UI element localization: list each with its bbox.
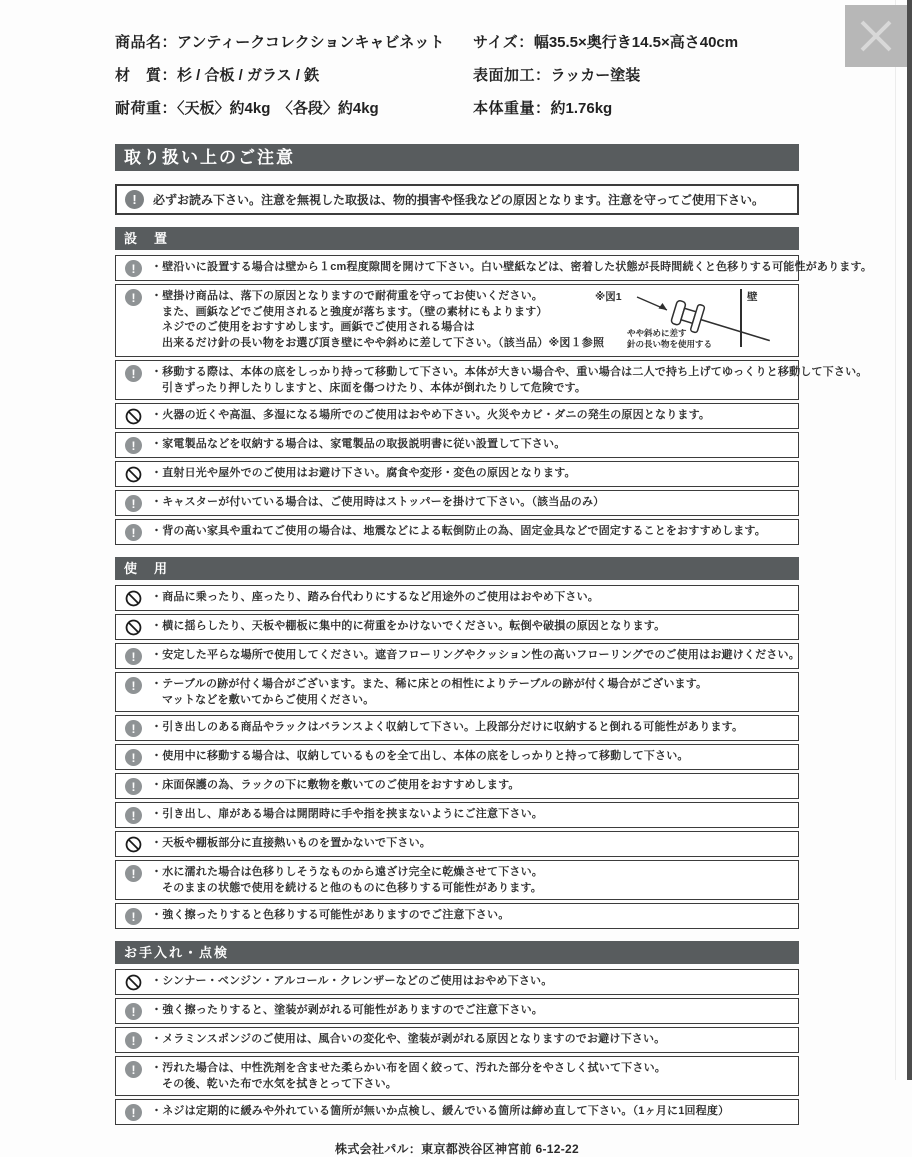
caution-row bbox=[115, 998, 799, 1024]
caution-row bbox=[115, 1099, 799, 1125]
caution-icon: ! bbox=[125, 365, 142, 382]
caution-icon: ! bbox=[125, 648, 142, 665]
load-capacity-label: 耐荷重： bbox=[115, 100, 178, 117]
close-icon bbox=[856, 16, 896, 56]
caution-icon: ! bbox=[125, 1032, 142, 1049]
caution-icon: ! bbox=[125, 865, 142, 882]
caution-row bbox=[115, 360, 868, 400]
caution-text bbox=[151, 524, 766, 540]
caution-text bbox=[151, 836, 431, 852]
caution-line: ・床面保護の為、ラックの下に敷物を敷いてのご使用をおすすめします。 bbox=[151, 779, 520, 791]
figure-1-pushpin-diagram bbox=[589, 287, 794, 354]
prohibition-icon bbox=[125, 408, 142, 425]
load-capacity-row bbox=[115, 92, 473, 125]
caution-icon: ! bbox=[125, 495, 142, 512]
caution-text bbox=[151, 1003, 543, 1019]
caution-row bbox=[115, 860, 799, 900]
caution-icon: ! bbox=[125, 749, 142, 766]
caution-line: そのままの状態で使用を続けると他のものに色移りする可能性があります。 bbox=[162, 881, 542, 894]
figure-label: ※図1 bbox=[595, 291, 622, 303]
caution-line: ・ネジは定期的に緩みや外れている箇所が無いか点検し、緩んでいる箇所は締め直して下さい。（1ヶ月に1回程度） bbox=[151, 1105, 730, 1117]
caution-icon: ! bbox=[125, 437, 142, 454]
caution-row bbox=[115, 802, 799, 828]
caution-line: ・シンナー・ベンジン・アルコール・クレンザーなどのご使用はおやめ下さい。 bbox=[151, 975, 553, 987]
material-label: 材 質： bbox=[115, 67, 178, 84]
size-row bbox=[473, 26, 799, 59]
caution-line: ・テーブルの跡が付く場合がございます。また、稀に床との相性によりテーブルの跡が付く場合がございます。 bbox=[151, 678, 708, 690]
material-value: 杉 / 合板 / ガラス / 鉄 bbox=[177, 67, 320, 84]
must-read-notice bbox=[115, 184, 799, 215]
caution-icon: ! bbox=[125, 908, 142, 925]
product-spec-right-column bbox=[473, 26, 799, 125]
weight-label: 本体重量： bbox=[473, 100, 551, 117]
section-header: 設 置 bbox=[115, 227, 799, 250]
caution-icon: ! bbox=[125, 778, 142, 795]
caution-line: 出来るだけ針の長い物をお選び頂き壁にやや斜めに差して下さい。（該当品）※図１参照 bbox=[162, 336, 605, 349]
caution-icon: ! bbox=[125, 1104, 142, 1121]
caution-icon: ! bbox=[125, 260, 142, 277]
caution-line: ・壁沿いに設置する場合は壁から１cm程度隙間を開けて下さい。白い壁紙などは、密着した状態が長時間続くと色移りする可能性があります。 bbox=[151, 261, 873, 273]
product-name-label: 商品名： bbox=[115, 34, 178, 51]
caution-line: ・キャスターが付いている場合は、ご使用時はストッパーを掛けて下さい。（該当品のみ） bbox=[151, 496, 605, 508]
prohibition-icon bbox=[125, 974, 142, 991]
caution-icon: ! bbox=[125, 289, 142, 306]
size-label: サイズ： bbox=[473, 34, 534, 51]
weight-value: 約1.76kg bbox=[550, 100, 613, 117]
caution-row bbox=[115, 255, 873, 281]
caution-text bbox=[151, 1061, 666, 1092]
caution-icon: ! bbox=[125, 1061, 142, 1078]
caution-row bbox=[115, 1056, 799, 1096]
caution-line: ・使用中に移動する場合は、収納しているものを全て出し、本体の底をしっかりと持って移動して下さい。 bbox=[151, 750, 689, 762]
material-row bbox=[115, 59, 473, 92]
caution-row bbox=[115, 672, 799, 712]
caution-row bbox=[115, 831, 799, 857]
caution-text bbox=[151, 677, 707, 708]
caution-row bbox=[115, 461, 799, 487]
caution-line: また、画鋲などでご使用されると強度が落ちます。（壁の素材にもよります） bbox=[162, 305, 548, 318]
caution-line: ネジでのご使用をおすすめします。画鋲でご使用される場合は bbox=[162, 321, 475, 333]
caution-text bbox=[151, 778, 520, 794]
caution-row bbox=[115, 519, 799, 545]
caution-text bbox=[151, 720, 743, 736]
sections bbox=[115, 227, 873, 1125]
caution-line: ・強く擦ったりすると、塗装が剥がれる可能性がありますのでご注意下さい。 bbox=[151, 1004, 543, 1016]
caution-text bbox=[151, 590, 599, 606]
caution-icon: ! bbox=[125, 677, 142, 694]
caution-icon: ! bbox=[125, 190, 144, 209]
caution-text bbox=[151, 908, 509, 924]
caution-text bbox=[151, 495, 604, 511]
caution-line: 引きずったり押したりしますと、床面を傷つけたり、本体が倒れたりして危険です。 bbox=[162, 381, 587, 394]
caution-text bbox=[151, 466, 576, 482]
prohibition-icon bbox=[125, 836, 142, 853]
caution-line: ・火器の近くや高温、多湿になる場所でのご使用はおやめ下さい。火災やカビ・ダニの発生の原因となります。 bbox=[151, 409, 711, 421]
caution-line: ・強く擦ったりすると色移りする可能性がありますのでご注意下さい。 bbox=[151, 909, 510, 921]
caution-row bbox=[115, 614, 799, 640]
caution-icon: ! bbox=[125, 807, 142, 824]
caution-line: ・背の高い家具や重ねてご使用の場合は、地震などによる転倒防止の為、固定金具などで固定することをおすすめします。 bbox=[151, 525, 766, 537]
caution-line: ・引き出しのある商品やラックはバランスよく収納して下さい。上段部分だけに収納すると倒れる可能性があります。 bbox=[151, 721, 744, 733]
product-name-value: アンティークコレクションキャビネット bbox=[177, 34, 445, 51]
surface-finish-label: 表面加工： bbox=[473, 67, 551, 84]
pushpin-figure-svg bbox=[589, 287, 794, 349]
surface-finish-value: ラッカー塗装 bbox=[550, 67, 641, 84]
size-value: 幅35.5×奥行き14.5×高さ40cm bbox=[533, 34, 739, 51]
figure-caption-line1: やや斜めに差す bbox=[627, 328, 687, 338]
wall-label: 壁 bbox=[747, 291, 758, 303]
caution-text bbox=[151, 437, 565, 453]
caution-icon: ! bbox=[125, 1003, 142, 1020]
caution-icon: ! bbox=[125, 524, 142, 541]
prohibition-icon bbox=[125, 619, 142, 636]
surface-finish-row bbox=[473, 59, 799, 92]
caution-line: ・メラミンスポンジのご使用は、風合いの変化や、塗装が剥がれる原因となりますのでお避け下さい。 bbox=[151, 1033, 666, 1045]
section-header: 使 用 bbox=[115, 557, 799, 580]
document bbox=[115, 0, 873, 1157]
caution-row bbox=[115, 403, 799, 429]
caution-text bbox=[151, 408, 710, 424]
caution-line: ・水に濡れた場合は色移りしそうなものから遠ざけ完全に乾燥させて下さい。 bbox=[151, 866, 543, 878]
close-button[interactable] bbox=[845, 5, 907, 67]
caution-row bbox=[115, 969, 799, 995]
caution-line: ・天板や棚板部分に直接熱いものを置かないで下さい。 bbox=[151, 837, 431, 849]
caution-row bbox=[115, 715, 799, 741]
caution-icon: ! bbox=[125, 720, 142, 737]
load-capacity-value: 〈天板〉約4kg 〈各段〉約4kg bbox=[177, 100, 379, 117]
caution-row bbox=[115, 284, 799, 357]
caution-row bbox=[115, 432, 799, 458]
caution-line: その後、乾いた布で水気を拭きとって下さい。 bbox=[162, 1077, 397, 1090]
caution-row bbox=[115, 773, 799, 799]
product-name-row bbox=[115, 26, 473, 59]
caution-row bbox=[115, 1027, 799, 1053]
prohibition-icon bbox=[125, 590, 142, 607]
caution-text bbox=[151, 974, 552, 990]
product-spec-left-column bbox=[115, 26, 473, 125]
caution-line: ・移動する際は、本体の底をしっかり持って移動して下さい。本体が大きい場合や、重い場合は二人で持ち上げてゆっくりと移動して下さい。 bbox=[151, 366, 868, 378]
caution-text bbox=[151, 260, 872, 276]
prohibition-icon bbox=[125, 466, 142, 483]
caution-row bbox=[115, 490, 799, 516]
figure-caption-line2: 針の長い物を使用する bbox=[627, 339, 713, 349]
caution-line: ・壁掛け商品は、落下の原因となりますので耐荷重を守ってお使いください。 bbox=[151, 290, 543, 302]
caution-line: ・商品に乗ったり、座ったり、踏み台代わりにするなど用途外のご使用はおやめ下さい。 bbox=[151, 591, 599, 603]
caution-text bbox=[151, 1032, 665, 1048]
caution-row bbox=[115, 903, 799, 929]
caution-line: ・汚れた場合は、中性洗剤を含ませた柔らかい布を固く絞って、汚れた部分をやさしく拭いて下さい。 bbox=[151, 1062, 666, 1074]
caution-row bbox=[115, 585, 799, 611]
caution-row bbox=[115, 643, 799, 669]
caution-line: ・家電製品などを収納する場合は、家電製品の取扱説明書に従い設置して下さい。 bbox=[151, 438, 566, 450]
caution-line: ・直射日光や屋外でのご使用はお避け下さい。腐食や変形・変色の原因となります。 bbox=[151, 467, 576, 479]
company-address: 株式会社パル：東京都渋谷区神宮前 6-12-22 bbox=[335, 1142, 579, 1156]
section-header: お手入れ・点検 bbox=[115, 941, 799, 964]
caution-text bbox=[151, 865, 543, 896]
product-spec bbox=[115, 26, 799, 125]
caution-line: ・引き出し、扉がある場合は開閉時に手や指を挟まないようにご注意下さい。 bbox=[151, 808, 543, 820]
caution-text bbox=[151, 289, 609, 351]
page-edge-line bbox=[895, 0, 896, 1080]
caution-text bbox=[151, 1104, 729, 1120]
weight-row bbox=[473, 92, 799, 125]
right-edge-strip bbox=[907, 0, 912, 1080]
caution-line: ・安定した平らな場所で使用してください。遮音フローリングやクッション性の高いフローリングでのご使用はお避けください。 bbox=[151, 649, 800, 661]
caution-line: マットなどを敷いてからご使用ください。 bbox=[162, 693, 375, 706]
caution-text bbox=[151, 648, 800, 664]
caution-text bbox=[151, 365, 867, 396]
arrow-icon bbox=[637, 297, 667, 310]
notice-text: 必ずお読み下さい。注意を無視した取扱は、物的損害や怪我などの原因となります。注意を守ってご使用下さい。 bbox=[153, 192, 765, 207]
caution-text bbox=[151, 749, 689, 765]
caution-text bbox=[151, 807, 543, 823]
caution-text bbox=[151, 619, 665, 635]
caution-row bbox=[115, 744, 799, 770]
page-title: 取り扱い上のご注意 bbox=[115, 144, 799, 171]
caution-line: ・横に揺らしたり、天板や棚板に集中的に荷重をかけないでください。転倒や破損の原因となります。 bbox=[151, 620, 666, 632]
